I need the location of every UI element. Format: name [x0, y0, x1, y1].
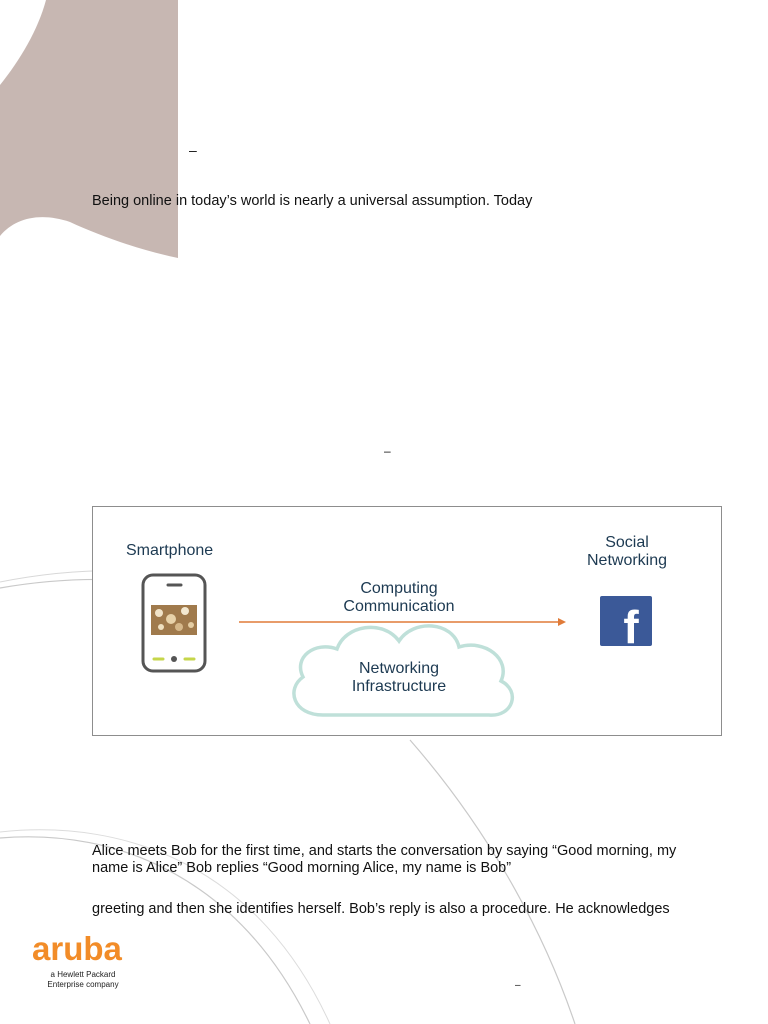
- network-diagram: [92, 506, 722, 736]
- communication-label: Communication: [343, 598, 455, 615]
- logo-tagline-line: a Hewlett Packard: [50, 970, 116, 979]
- facebook-icon: [600, 596, 652, 653]
- computing-label: Computing: [360, 580, 438, 597]
- infrastructure-label: Infrastructure: [351, 678, 447, 695]
- arc-line: [410, 740, 575, 1024]
- footer-dash: –: [515, 980, 521, 991]
- logo-wordmark: aruba: [32, 930, 122, 967]
- networking-service-label: Networking: [586, 552, 668, 569]
- mid-dash: –: [384, 444, 391, 458]
- paragraph-line: Alice meets Bob for the first time, and starts the conversation by saying “Good morning, my: [92, 843, 677, 859]
- logo-tagline-line: Enterprise company: [47, 980, 119, 989]
- paragraph-text: greeting and then she identifies herself. Bob’s reply is also a procedure. He acknowledges: [92, 901, 670, 917]
- facebook-glyph: f: [623, 601, 639, 653]
- intro-text: Being online in today’s world is nearly a universal assumption. Today: [92, 193, 533, 209]
- heading-dash: –: [189, 142, 197, 158]
- arrow-icon: [239, 618, 566, 626]
- smartphone-icon: [143, 575, 205, 671]
- paragraph-line: name is Alice” Bob replies “Good morning Alice, my name is Bob”: [92, 860, 512, 876]
- aruba-logo: [30, 930, 140, 970]
- smartphone-label: Smartphone: [126, 542, 214, 559]
- networking-label: Networking: [358, 660, 440, 677]
- logo-tagline: [30, 970, 136, 990]
- social-label: Social: [605, 534, 649, 551]
